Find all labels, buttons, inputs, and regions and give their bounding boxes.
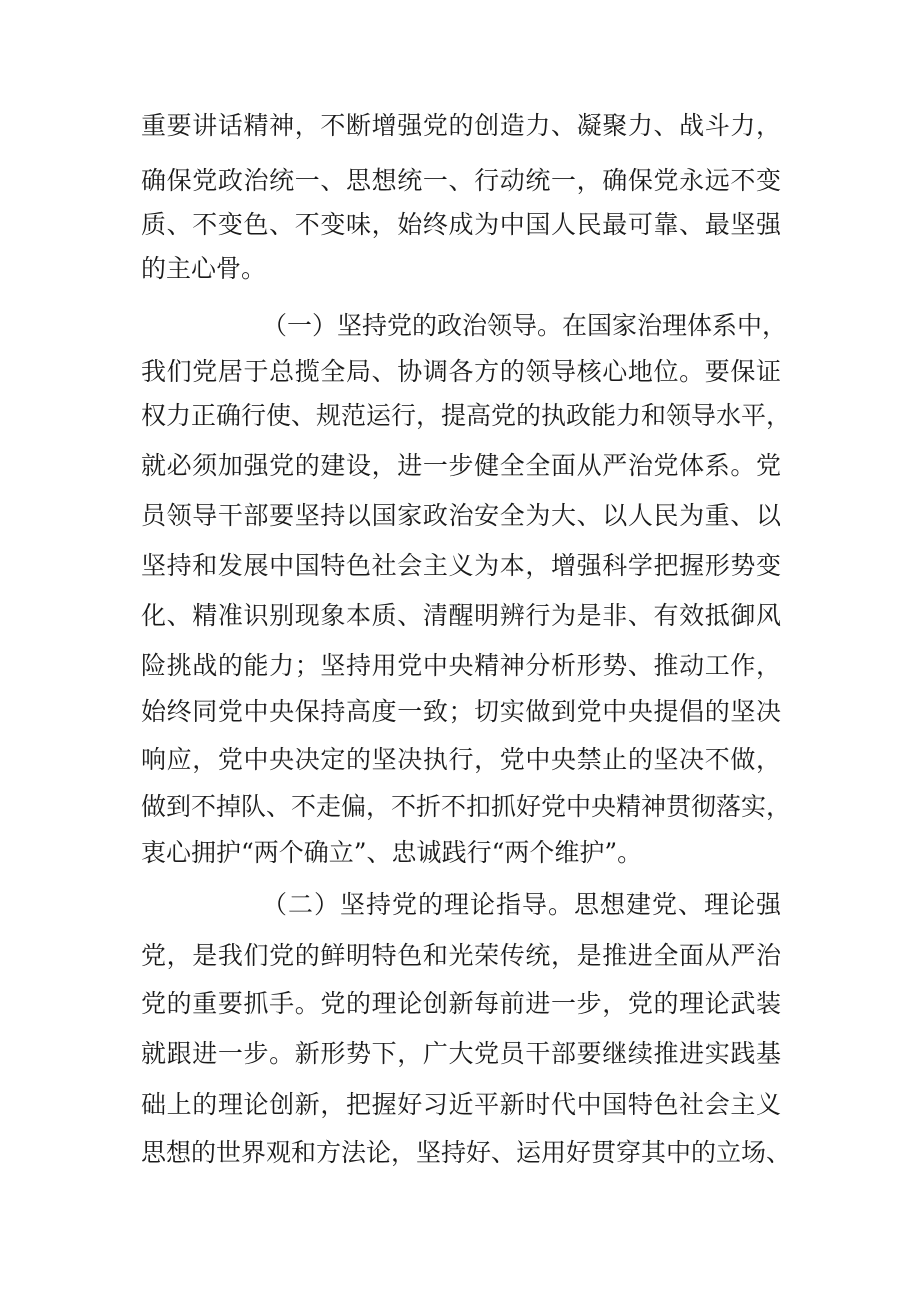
text-line: 就必须加强党的建设，进一步健全全面从严治党体系。党 <box>141 451 781 480</box>
text-line: 化、精准识别现象本质、清醒明辨行为是非、有效抵御风 <box>141 601 781 630</box>
text-line: 做到不掉队、不走偏，不折不扣抓好党中央精神贯彻落实， <box>141 792 792 821</box>
section-heading-line: （一）坚持党的政治领导。在国家治理体系中， <box>262 311 788 340</box>
text-line: 党的重要抓手。党的理论创新每前进一步，党的理论武装 <box>141 989 781 1018</box>
text-line: 思想的世界观和方法论，坚持好、运用好贯穿其中的立场、 <box>141 1138 792 1167</box>
text-line: 础上的理论创新，把握好习近平新时代中国特色社会主义 <box>141 1090 781 1119</box>
text-line: 坚持和发展中国特色社会主义为本，增强科学把握形势变 <box>141 551 781 580</box>
text-line: 险挑战的能力；坚持用党中央精神分析形势、推动工作， <box>141 651 781 680</box>
text-line: 党，是我们党的鲜明特色和光荣传统，是推进全面从严治 <box>141 941 781 970</box>
text-line: 员领导干部要坚持以国家政治安全为大、以人民为重、以 <box>141 501 781 530</box>
text-line: 就跟进一步。新形势下，广大党员干部要继续推进实践基 <box>141 1039 781 1068</box>
text-line: 的主心骨。 <box>141 254 267 283</box>
text-line: 我们党居于总揽全局、协调各方的领导核心地位。要保证 <box>141 357 781 386</box>
text-line: 衷心拥护“两个确立”、忠诚践行“两个维护”。 <box>141 838 643 867</box>
text-line: 确保党政治统一、思想统一、行动统一，确保党永远不变 <box>141 166 781 195</box>
text-line: 权力正确行使、规范运行，提高党的执政能力和领导水平， <box>141 401 792 430</box>
text-line: 始终同党中央保持高度一致；切实做到党中央提倡的坚决 <box>141 697 781 726</box>
text-line: 重要讲话精神，不断增强党的创造力、凝聚力、战斗力， <box>141 111 781 140</box>
text-line: 质、不变色、不变味，始终成为中国人民最可靠、最坚强 <box>141 210 781 239</box>
text-line: 响应，党中央决定的坚决执行，党中央禁止的坚决不做， <box>141 745 781 774</box>
section-heading-line: （二）坚持党的理论指导。思想建党、理论强 <box>262 890 781 919</box>
